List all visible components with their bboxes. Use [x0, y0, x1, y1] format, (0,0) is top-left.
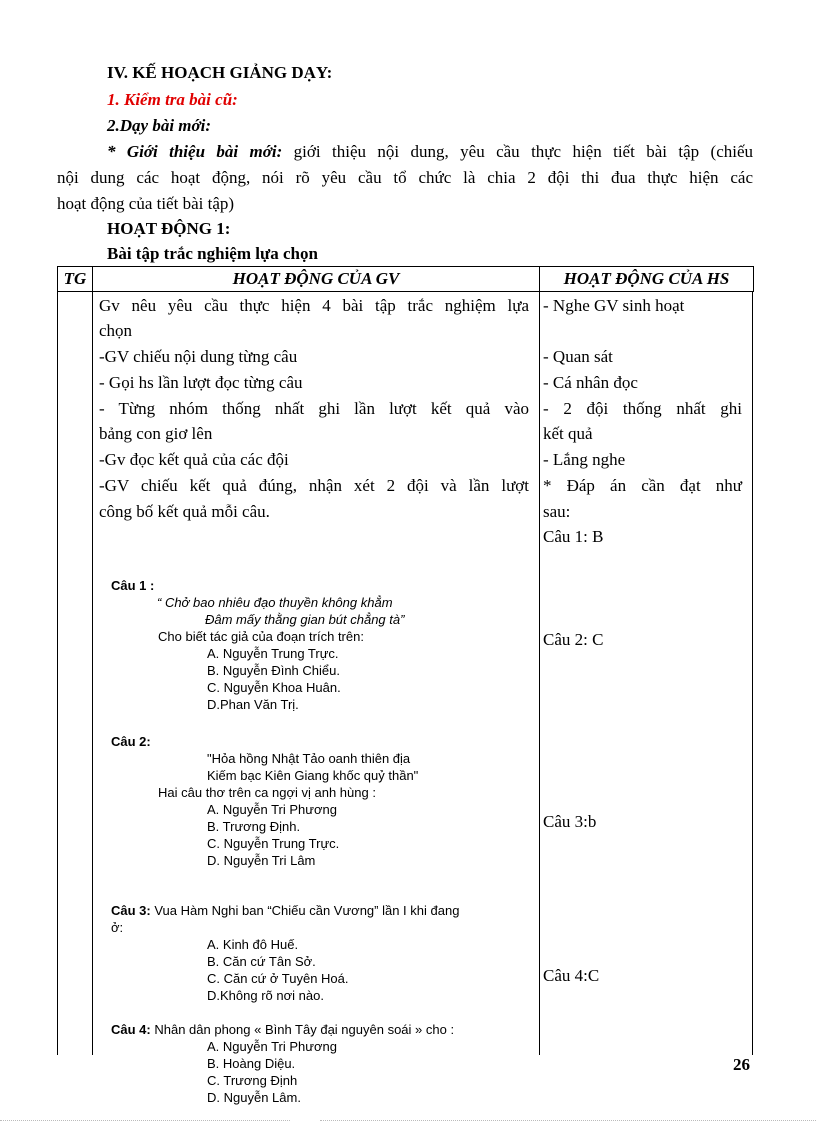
activity-table	[57, 266, 754, 292]
hs-line-2: - Quan sát	[543, 347, 613, 366]
q2-label: Câu 2:	[111, 734, 151, 749]
q3-option-b: B. Căn cứ Tân Sở.	[207, 954, 316, 969]
q2-option-a: A. Nguyễn Tri Phương	[207, 802, 337, 817]
gv-line-7: -Gv đọc kết quả của các đội	[99, 450, 289, 469]
gv-line-6: bảng con giơ lên	[99, 424, 213, 443]
intro-label: * Giới thiệu bài mới:	[107, 142, 283, 161]
activity-title: HOẠT ĐỘNG 1:	[107, 219, 231, 238]
q3-label: Câu 3:	[111, 903, 151, 918]
answer-4: Câu 4:C	[543, 966, 600, 985]
q3-option-c: C. Căn cứ ở Tuyên Hoá.	[207, 971, 349, 986]
table-border-left	[57, 291, 58, 1055]
quiz-question-2	[111, 733, 418, 869]
q2-option-c: C. Nguyễn Trung Trực.	[207, 836, 340, 851]
q1-option-b: B. Nguyễn Đình Chiểu.	[207, 663, 340, 678]
q3-option-d: D.Không rõ nơi nào.	[207, 988, 324, 1003]
q1-verse-1: “ Chở bao nhiêu đạo thuyền không khẳm	[157, 595, 393, 610]
activity-subtitle: Bài tập trắc nghiệm lựa chọn	[107, 244, 318, 263]
intro-line-2: nội dung các hoạt động, nói rõ yêu cầu tổ chức là chia 2 đội thi đua thực hiện các	[57, 168, 753, 187]
q3-option-a: A. Kinh đô Huế.	[207, 937, 299, 952]
hs-line-5: kết quả	[543, 424, 593, 443]
q2-verse-1: "Hỏa hồng Nhật Tảo oanh thiên địa	[207, 751, 411, 766]
q2-verse-2: Kiếm bạc Kiên Giang khốc quỷ thần"	[207, 768, 419, 783]
q4-option-b: B. Hoàng Diệu.	[207, 1056, 296, 1071]
gv-line-9: công bố kết quả mỗi câu.	[99, 502, 270, 521]
gv-line-5: - Từng nhóm thống nhất ghi lần lượt kết quả vào	[99, 399, 529, 418]
page-edge-left	[0, 1120, 290, 1121]
q2-option-b: B. Trương Định.	[207, 819, 301, 834]
q1-option-d: D.Phan Văn Trị.	[207, 697, 299, 712]
gv-line-8: -GV chiếu kết quả đúng, nhận xét 2 đội và lần lượt	[99, 476, 529, 495]
intro-line-3: hoạt động của tiết bài tập)	[57, 194, 235, 213]
q4-text: Nhân dân phong « Bình Tây đại nguyên soái » cho :	[150, 1022, 455, 1037]
header-hs: HOẠT ĐỘNG CỦA HS	[540, 267, 754, 292]
q4-option-a: A. Nguyễn Tri Phương	[207, 1039, 337, 1054]
hs-line-1: - Nghe GV sinh hoạt	[543, 296, 685, 315]
table-border-right	[752, 291, 753, 1055]
gv-line-4: - Gọi hs lần lượt đọc từng câu	[99, 373, 303, 392]
table-border-col2	[539, 291, 540, 1055]
header-gv: HOẠT ĐỘNG CỦA GV	[93, 267, 540, 292]
answer-3: Câu 3:b	[543, 812, 597, 831]
hs-line-4: - 2 đội thống nhất ghi	[543, 399, 742, 418]
q4-label: Câu 4:	[111, 1022, 151, 1037]
table-header-row	[58, 267, 754, 292]
quiz-question-4	[111, 1021, 454, 1106]
q1-label: Câu 1 :	[111, 578, 155, 593]
q2-option-d: D. Nguyễn Tri Lâm	[207, 853, 316, 868]
hs-line-8: sau:	[543, 502, 571, 521]
gv-line-2: chọn	[99, 321, 133, 340]
q1-verse-2: Đâm mấy thằng gian bút chẳng tà”	[205, 612, 405, 627]
header-tg: TG	[58, 267, 93, 292]
teach-new-lesson: 2.Dạy bài mới:	[107, 116, 212, 135]
check-old-lesson: 1. Kiểm tra bài cũ:	[107, 90, 238, 109]
gv-line-1: Gv nêu yêu cầu thực hiện 4 bài tập trắc nghiệm lựa	[99, 296, 529, 315]
answer-2: Câu 2: C	[543, 630, 604, 649]
q1-option-a: A. Nguyễn Trung Trực.	[207, 646, 339, 661]
q4-option-c: C. Trương Định	[207, 1073, 298, 1088]
quiz-question-3	[111, 902, 459, 1004]
page-number: 26	[733, 1055, 750, 1074]
quiz-question-1	[111, 577, 404, 713]
gv-line-3: -GV chiếu nội dung từng câu	[99, 347, 298, 366]
q4-option-d: D. Nguyễn Lâm.	[207, 1090, 301, 1105]
hs-line-7: * Đáp án cần đạt như	[543, 476, 742, 495]
q3-text-2: ở:	[111, 920, 124, 935]
hs-line-6: - Lắng nghe	[543, 450, 626, 469]
section-heading: IV. KẾ HOẠCH GIẢNG DẠY:	[107, 63, 333, 82]
q3-text-1: Vua Hàm Nghi ban “Chiếu cần Vương” lần I khi đang	[150, 903, 460, 918]
intro-text-1: giới thiệu nội dung, yêu cầu thực hiện tiết bài tập (chiếu	[282, 142, 754, 161]
q1-option-c: C. Nguyễn Khoa Huân.	[207, 680, 341, 695]
intro-line-1	[107, 141, 753, 163]
page-edge-right	[320, 1120, 816, 1121]
hs-line-3: - Cá nhân đọc	[543, 373, 638, 392]
table-border-col1	[92, 291, 93, 1055]
answer-1: Câu 1: B	[543, 527, 604, 546]
q1-prompt: Cho biết tác giả của đoạn trích trên:	[158, 629, 364, 644]
q2-prompt: Hai câu thơ trên ca ngợi vị anh hùng :	[158, 785, 376, 800]
